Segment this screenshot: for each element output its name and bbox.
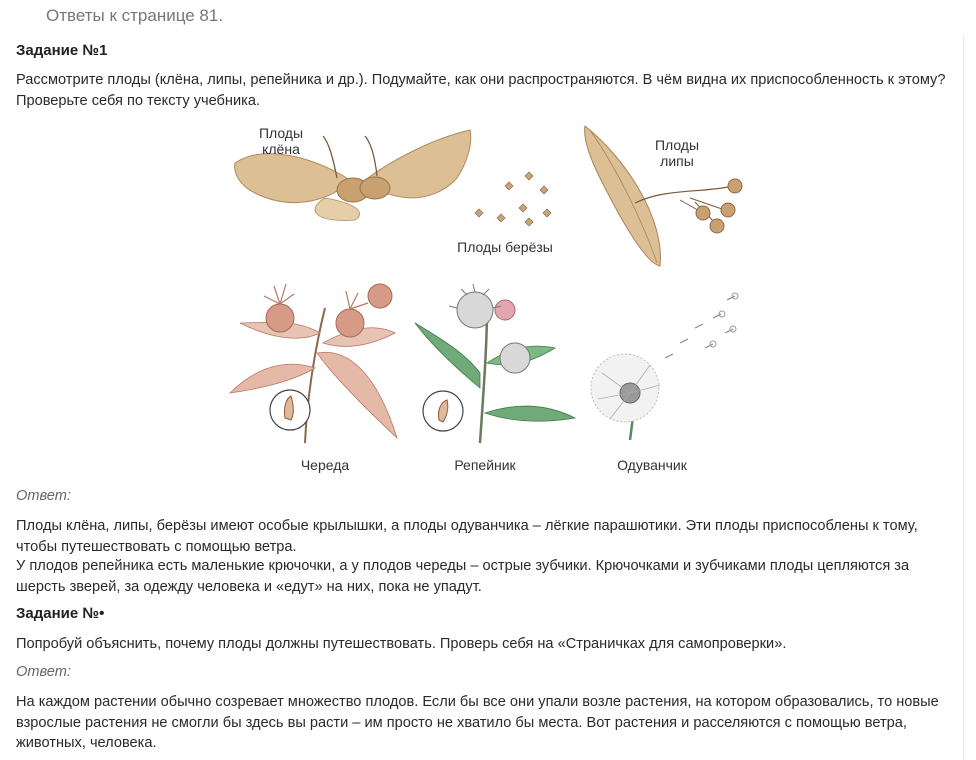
task1-heading: Задание №1 [16, 42, 108, 59]
bur-marigold-image [230, 284, 397, 443]
task2-answer: На каждом растении обычно созревает множество плодов. Если бы все они упали возле растения, на котором образовались, то новые взрослые растения не смогли бы здесь вы расти – им просто не хватило бы места. Вот растения и расселяются с помощью ветра, животных, человека. [16, 694, 939, 751]
task1-question: Рассмотрите плоды (клёна, липы, репейника и др.). Подумайте, как они распространяются. В чём видна их приспособленность к этому? Проверьте себя по тексту учебника. [16, 72, 946, 109]
fruits-illustration [225, 118, 765, 480]
linden-label-1: Плоды [654, 137, 700, 153]
task2-question: Попробуй объяснить, почему плоды должны путешествовать. Проверь себя на «Страничках для самопроверки». [16, 636, 787, 652]
birch-fruits-image [475, 172, 551, 226]
dandelion-image [591, 293, 738, 440]
dandelion-label: Одуванчик [617, 457, 687, 473]
burdock-label: Репейник [454, 457, 516, 473]
page-title: Ответы к странице 81. [46, 6, 224, 25]
birch-label: Плоды берёзы [457, 239, 553, 255]
task2-heading: Задание №• [16, 605, 105, 622]
linden-label-2: липы [660, 153, 694, 169]
burdock-image [415, 284, 575, 443]
divider [963, 36, 964, 760]
task1-answer-paragraph-2: У плодов репейника есть маленькие крючочки, а у плодов череды – острые зубчики. Крючочками и зубчиками плоды цепляются за шерсть зверей, за одежду человека и «едут» на них, пока не упадут. [16, 558, 910, 595]
bur-marigold-label: Череда [300, 457, 350, 473]
task1-answer-label: Ответ: [16, 488, 71, 504]
maple-label-2: клёна [262, 141, 300, 157]
maple-label-1: Плоды [258, 125, 304, 141]
task2-answer-label: Ответ: [16, 664, 71, 680]
task1-answer-paragraph-1: Плоды клёна, липы, берёзы имеют особые крылышки, а плоды одуванчика – лёгкие парашютики. Эти плоды приспособлены к тому, чтобы путешествовать с помощью ветра. [16, 518, 918, 555]
